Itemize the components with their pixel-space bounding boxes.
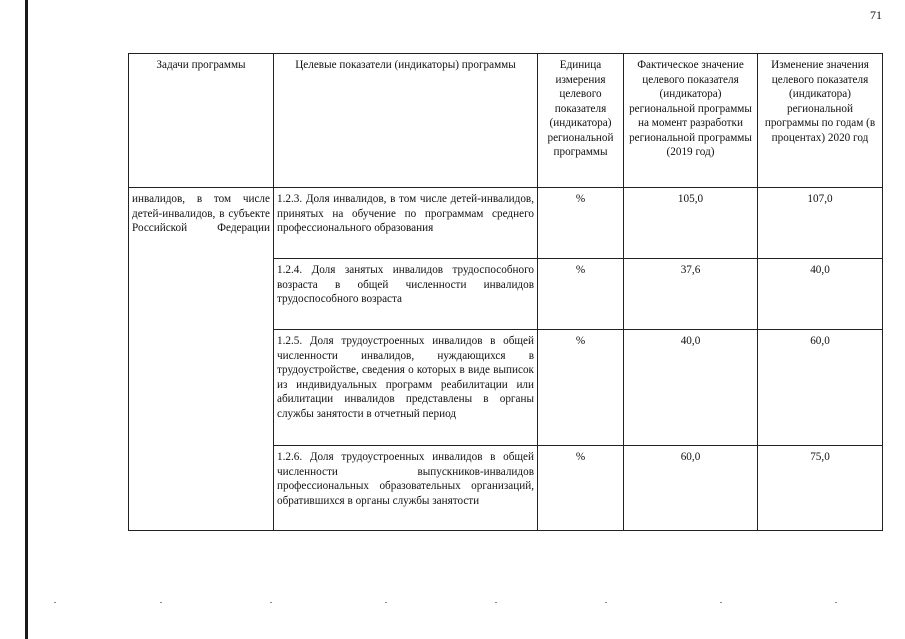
indicator-cell: 1.2.3. Доля инвалидов, в том числе детей-инвалидов, принятых на обучение по программам среднего профессионального образования [274,188,538,259]
page-number: 71 [870,8,882,22]
change-value-cell: 75,0 [758,446,883,531]
actual-value-cell: 60,0 [624,446,758,531]
change-value-cell: 107,0 [758,188,883,259]
actual-value-cell: 37,6 [624,259,758,330]
change-value-cell: 60,0 [758,330,883,446]
table-row [129,188,883,259]
header-change-2020: Изменение значения целевого показателя (индикатора) региональной программы по годам (в процентах) 2020 год [758,54,883,188]
table-header-row [129,54,883,188]
change-value-cell: 40,0 [758,259,883,330]
scan-noise-dots [40,602,880,604]
actual-value-cell: 105,0 [624,188,758,259]
header-indicators: Целевые показатели (индикаторы) программы [274,54,538,188]
task-cell: инвалидов, в том числе детей-инвалидов, в субъекте Российской Федерации [129,188,274,531]
unit-cell: % [538,259,624,330]
unit-cell: % [538,330,624,446]
header-actual-2019: Фактическое значение целевого показателя (индикатора) региональной программы на момент разработки региональной программы (2019 год) [624,54,758,188]
actual-value-cell: 40,0 [624,330,758,446]
indicator-cell: 1.2.6. Доля трудоустроенных инвалидов в общей численности выпускников-инвалидов профессиональных образовательных организаций, обратившихся в органы службы занятости [274,446,538,531]
header-tasks: Задачи программы [129,54,274,188]
unit-cell: % [538,188,624,259]
unit-cell: % [538,446,624,531]
header-unit: Единица измерения целевого показателя (индикатора) региональной программы [538,54,624,188]
indicator-cell: 1.2.5. Доля трудоустроенных инвалидов в общей численности инвалидов, нуждающихся в трудоустройстве, сведения о которых в виде выписок из индивидуальных программ реабилитации или абилитации инвалидов представлены в органы службы занятости в отчетный период [274,330,538,446]
scan-edge-line [25,0,28,639]
program-indicators-table [128,53,883,531]
indicator-cell: 1.2.4. Доля занятых инвалидов трудоспособного возраста в общей численности инвалидов трудоспособного возраста [274,259,538,330]
